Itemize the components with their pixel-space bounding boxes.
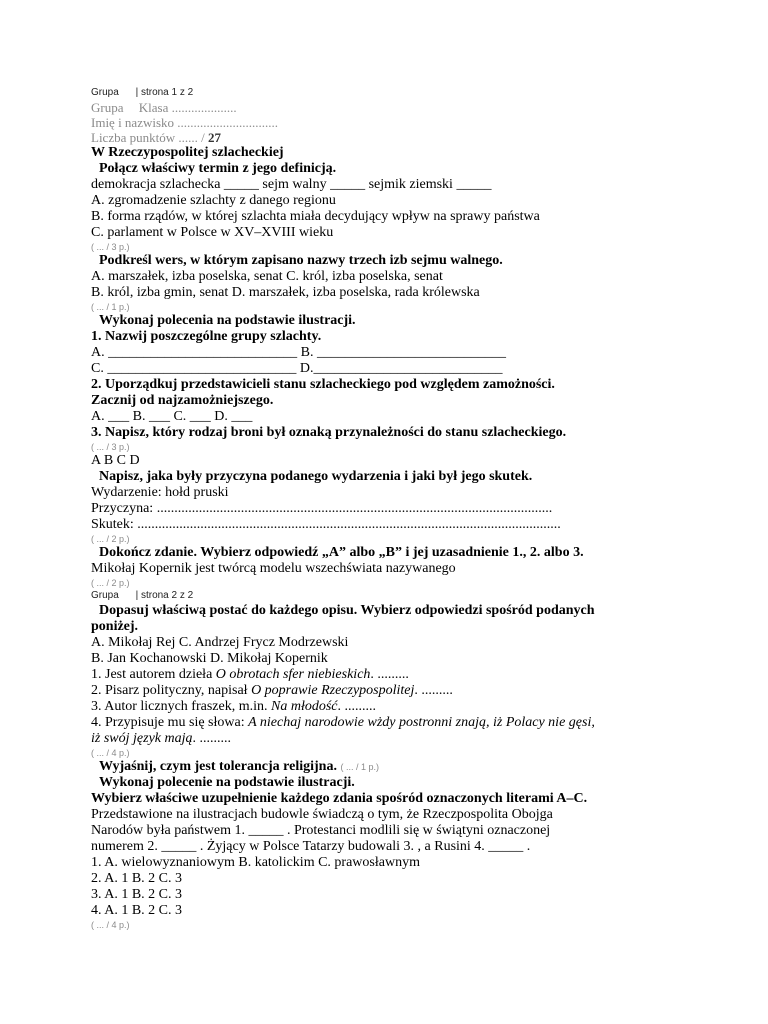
task6-instruction-line1: Dopasuj właściwą postać do każdego opisu. Wybierz odpowiedzi spośród podanych: [99, 603, 595, 618]
task3-answer-ab: A. ___________________________ B. ___________________________: [91, 345, 506, 360]
task1-points: ( ... / 3 p.): [91, 242, 130, 252]
task1-option-b: B. forma rządów, w której szlachta miała decydujący wpływ na sprawy państwa: [91, 209, 540, 224]
task2-line1: A. marszałek, izba poselska, senat C. król, izba poselska, senat: [91, 269, 443, 284]
task8-text-2: Narodów była państwem 1. _____ . Protestanci modlili się w świątyni oznaczonej: [91, 823, 551, 838]
task6-desc-4-line2: [91, 731, 731, 747]
task4-event: Wydarzenie: hołd pruski: [91, 485, 229, 500]
task6-desc-4-quote1: A niechaj narodowie wżdy postronni znają, iż Polacy nie gęsi,: [248, 715, 595, 730]
task4-instruction: Napisz, jaka były przyczyna podanego wydarzenia i jaki był jego skutek.: [99, 469, 533, 484]
task6-desc-3: [91, 699, 731, 715]
task8-option-3: 3. A. 1 B. 2 C. 3: [91, 887, 183, 902]
task6-options-1: A. Mikołaj Rej C. Andrzej Frycz Modrzewski: [91, 635, 349, 650]
task8-text-3: numerem 2. _____ . Żyjący w Polsce Tatarzy budowali 3. , a Rusini 4. _____ .: [91, 839, 531, 854]
task8-option-2: 2. A. 1 B. 2 C. 3: [91, 871, 183, 886]
points-total: 27: [207, 130, 221, 145]
task8-option-1: 1. A. wielowyznaniowym B. katolickim C. prawosławnym: [91, 855, 420, 870]
task3-instruction: Wykonaj polecenia na podstawie ilustracji.: [99, 313, 356, 328]
task6-desc-1: [91, 667, 731, 683]
task2-line2: B. król, izba gmin, senat D. marszałek, izba poselska, rada królewska: [91, 285, 480, 300]
task5-points: ( ... / 2 p.): [91, 578, 130, 588]
header2-group: Grupa: [91, 590, 119, 601]
name-label: Imię i nazwisko ...............................: [91, 115, 279, 130]
task1-option-c: C. parlament w Polsce w XV–XVIII wieku: [91, 225, 334, 240]
task7-points: ( ... / 1 p.): [340, 762, 379, 772]
task3-points: ( ... / 3 p.): [91, 442, 130, 452]
task4-effect: Skutek: .........................................................................................................................: [91, 517, 561, 532]
task6-desc-1-text: 1. Jest autorem dzieła: [91, 667, 216, 682]
meta-group-class: [91, 100, 731, 115]
task3-q3: 3. Napisz, który rodzaj broni był oznaką przynależności do stanu szlacheckiego.: [91, 425, 567, 440]
task8-text-1: Przedstawione na ilustracjach budowle świadczą o tym, że Rzeczpospolita Obojga: [91, 807, 553, 822]
task6-desc-2-title: O poprawie Rzeczypospolitej: [251, 683, 415, 698]
task8-sub: Wybierz właściwe uzupełnienie każdego zdania spośród oznaczonych literami A–C.: [91, 791, 588, 806]
task2-instruction: Podkreśl wers, w którym zapisano nazwy trzech izb sejmu walnego.: [99, 253, 503, 268]
task6-instruction-line2: poniżej.: [91, 619, 139, 634]
task3-answer-cd: C. ___________________________ D.___________________________: [91, 361, 503, 376]
group-label: Grupa: [91, 100, 124, 115]
task4-points: ( ... / 2 p.): [91, 534, 130, 544]
task1-terms: demokracja szlachecka _____ sejm walny _____ sejmik ziemski _____: [91, 177, 492, 192]
task6-desc-3-text: 3. Autor licznych fraszek, m.in.: [91, 699, 272, 714]
class-label: Klasa ....................: [138, 100, 237, 115]
task4-cause: Przyczyna: .................................................................................................................: [91, 501, 553, 516]
task8-instruction: Wykonaj polecenie na podstawie ilustracji.: [99, 775, 355, 790]
task6-desc-2-text: 2. Pisarz polityczny, napisał: [91, 683, 252, 698]
task5-instruction: Dokończ zdanie. Wybierz odpowiedź „A” albo „B” i jej uzasadnienie 1., 2. albo 3.: [99, 545, 584, 560]
task6-desc-1-blank: . .........: [370, 667, 409, 682]
task8-option-4: 4. A. 1 B. 2 C. 3: [91, 903, 183, 918]
task8-points: ( ... / 4 p.): [91, 920, 130, 930]
task6-points: ( ... / 4 p.): [91, 748, 130, 758]
task6-desc-4-quote2: iż swój język mają: [91, 731, 193, 746]
task2-points: ( ... / 1 p.): [91, 302, 130, 312]
task6-options-2: B. Jan Kochanowski D. Mikołaj Kopernik: [91, 651, 328, 666]
task5-sentence: Mikołaj Kopernik jest twórcą modelu wszechświata nazywanego: [91, 561, 456, 576]
task6-desc-2: [91, 683, 731, 699]
task6-desc-4-line1: [91, 715, 731, 731]
task3-q2-line2: Zacznij od najzamożniejszego.: [91, 393, 274, 408]
task3-abcd: A B C D: [91, 453, 140, 468]
worksheet-page: [91, 86, 731, 931]
task6-desc-3-title: Na młodość: [271, 699, 338, 714]
header2-page-info: | strona 2 z 2: [135, 590, 194, 601]
task3-order: A. ___ B. ___ C. ___ D. ___: [91, 409, 253, 424]
task1-option-a: A. zgromadzenie szlachty z danego regionu: [91, 193, 336, 208]
points-label: Liczba punktów ...... /: [91, 130, 208, 145]
task6-desc-1-title: O obrotach sfer niebieskich: [215, 667, 371, 682]
points-row: [91, 130, 731, 145]
task6-desc-2-blank: . .........: [414, 683, 453, 698]
task1-instruction: Połącz właściwy termin z jego definicją.: [99, 161, 337, 176]
task6-desc-4-text: 4. Przypisuje mu się słowa:: [91, 715, 249, 730]
worksheet-title: W Rzeczypospolitej szlacheckiej: [91, 145, 284, 160]
header-group: Grupa: [91, 87, 119, 98]
task3-q1: 1. Nazwij poszczególne grupy szlachty.: [91, 329, 322, 344]
page-header-2: [91, 589, 731, 603]
page-header-1: [91, 86, 731, 100]
task7-row: [91, 759, 731, 775]
task3-q2-line1: 2. Uporządkuj przedstawicieli stanu szlacheckiego pod względem zamożności.: [91, 377, 555, 392]
task7-instruction: Wyjaśnij, czym jest tolerancja religijna.: [99, 759, 337, 774]
task6-desc-4-blank: . .........: [192, 731, 231, 746]
header-page-info: | strona 1 z 2: [135, 87, 194, 98]
task6-desc-3-blank: . .........: [337, 699, 377, 714]
